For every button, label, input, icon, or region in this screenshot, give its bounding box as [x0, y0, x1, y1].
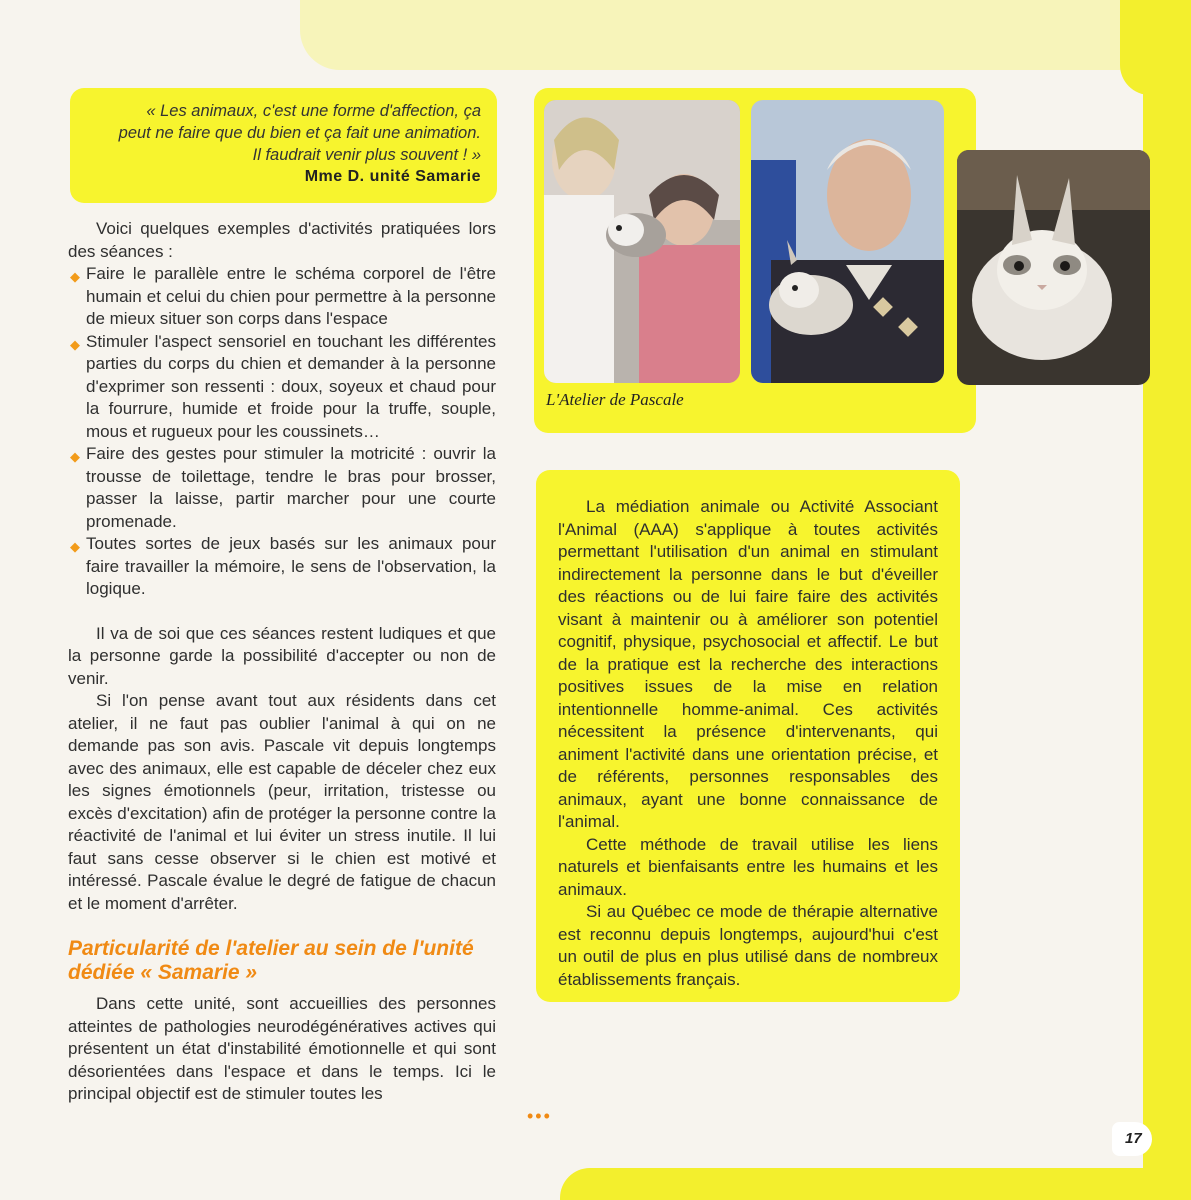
quote-line: peut ne faire que du bien et ça fait une animation. — [118, 124, 481, 142]
list-item — [68, 443, 496, 533]
paragraph: Dans cette unité, sont accueillies des personnes atteintes de pathologies neurodégénératives actives qui présentent un état d'instabilité émotionnelle et qui sont désorientées dans l'espace et dans le temps. Ici le principal objectif est de stimuler toutes les — [68, 994, 496, 1103]
diamond-bullet-icon: ◆ — [70, 449, 80, 464]
photo-caption: L'Atelier de Pascale — [546, 390, 684, 409]
quote-line: « Les animaux, c'est une forme d'affection, ça — [146, 102, 481, 120]
left-column — [68, 218, 496, 1106]
list-item — [68, 533, 496, 601]
section-title-line: Particularité de l'atelier au sein de l'unité — [68, 937, 474, 960]
quote-text — [90, 100, 481, 166]
section-title-line: dédiée « Samarie » — [68, 961, 258, 984]
list-item — [68, 331, 496, 444]
yellow-frame-bottom — [560, 1168, 1191, 1200]
list-item-text: Toutes sortes de jeux basés sur les animaux pour faire travailler la mémoire, le sens de l'observation, la logique. — [86, 534, 496, 598]
list-item — [68, 263, 496, 331]
quote-box — [70, 88, 497, 203]
photo-man-with-rabbit — [751, 100, 944, 383]
info-box — [536, 470, 960, 1002]
paragraph: La médiation animale ou Activité Associant l'Animal (AAA) s'applique à toutes activités permettant l'utilisation d'un animal en stimulant indirectement la personne dans le but d'éveiller des réactions ou de lui faire faire des activités visant à maintenir ou à améliorer son potentiel cognitif, physique, psychosocial et affectif. Le but de la pratique est la recherche des interactions positives issues de la mise en relation intentionnelle homme-animal. Ces activités nécessitent la présence d'intervenants, qui animent l'activité dans une orientation précise, et de référents, personnes responsables des animaux, ayant une bonne connaissance de l'animal. — [558, 497, 938, 831]
paragraph: Il va de soi que ces séances restent ludiques et que la personne garde la possibilité d'accepter ou non de venir. — [68, 623, 496, 688]
list-item-text: Faire des gestes pour stimuler la motricité : ouvrir la trousse de toilettage, tendre le bras pour brosser, passer la laisse, partir marcher pour une courte promenade. — [86, 444, 496, 531]
list-item-text: Faire le parallèle entre le schéma corporel de l'être humain et celui du chien pour permettre à la personne de mieux situer son corps dans l'espace — [86, 264, 496, 328]
page-number: 17 — [1125, 1130, 1142, 1147]
paragraph: Cette méthode de travail utilise les liens naturels et bienfaisants entre les humains et les animaux. — [558, 834, 938, 899]
continuation-dots: ••• — [527, 1106, 552, 1126]
paragraph: Si l'on pense avant tout aux résidents dans cet atelier, il ne faut pas oublier l'animal à qui on ne demande pas son avis. Pascale vit depuis longtemps avec des animaux, elle est capable de déceler chez eux les signes émotionnels (peur, irritation, tristesse ou excès d'excitation) afin de protéger la personne contre la réactivité de l'animal et lui éviter un stress inutile. Il lui faut sans cesse observer si le chien est motivé et intéressé. Pascale évalue le degré de fatigue de chacun et le moment d'arrêter. — [68, 691, 496, 913]
yellow-frame-top — [300, 0, 1191, 70]
photo-nurse-with-resident-and-rabbit — [544, 100, 740, 383]
quote-line: Il faudrait venir plus souvent ! » — [252, 146, 481, 164]
section-title — [68, 937, 496, 985]
diamond-bullet-icon: ◆ — [70, 539, 80, 554]
diamond-bullet-icon: ◆ — [70, 269, 80, 284]
quote-author: Mme D. unité Samarie — [304, 168, 481, 185]
paragraph: Si au Québec ce mode de thérapie alternative est reconnu depuis longtemps, aujourd'hui c'est un outil de plus en plus utilisé dans de nombreux établissements français. — [558, 902, 938, 989]
list-item-text: Stimuler l'aspect sensoriel en touchant les différentes parties du corps du chien et demander à la personne d'exprimer son ressenti : doux, soyeux et chaud pour la fourrure, humide et froide pour la truffe, souple, mous et rugueux pour les coussinets… — [86, 331, 496, 441]
activity-list — [68, 263, 496, 601]
intro-paragraph: Voici quelques exemples d'activités pratiquées lors des séances : — [68, 219, 496, 261]
photo-rabbit-closeup — [957, 150, 1150, 385]
diamond-bullet-icon: ◆ — [70, 336, 80, 352]
yellow-frame-right — [1143, 0, 1191, 1200]
